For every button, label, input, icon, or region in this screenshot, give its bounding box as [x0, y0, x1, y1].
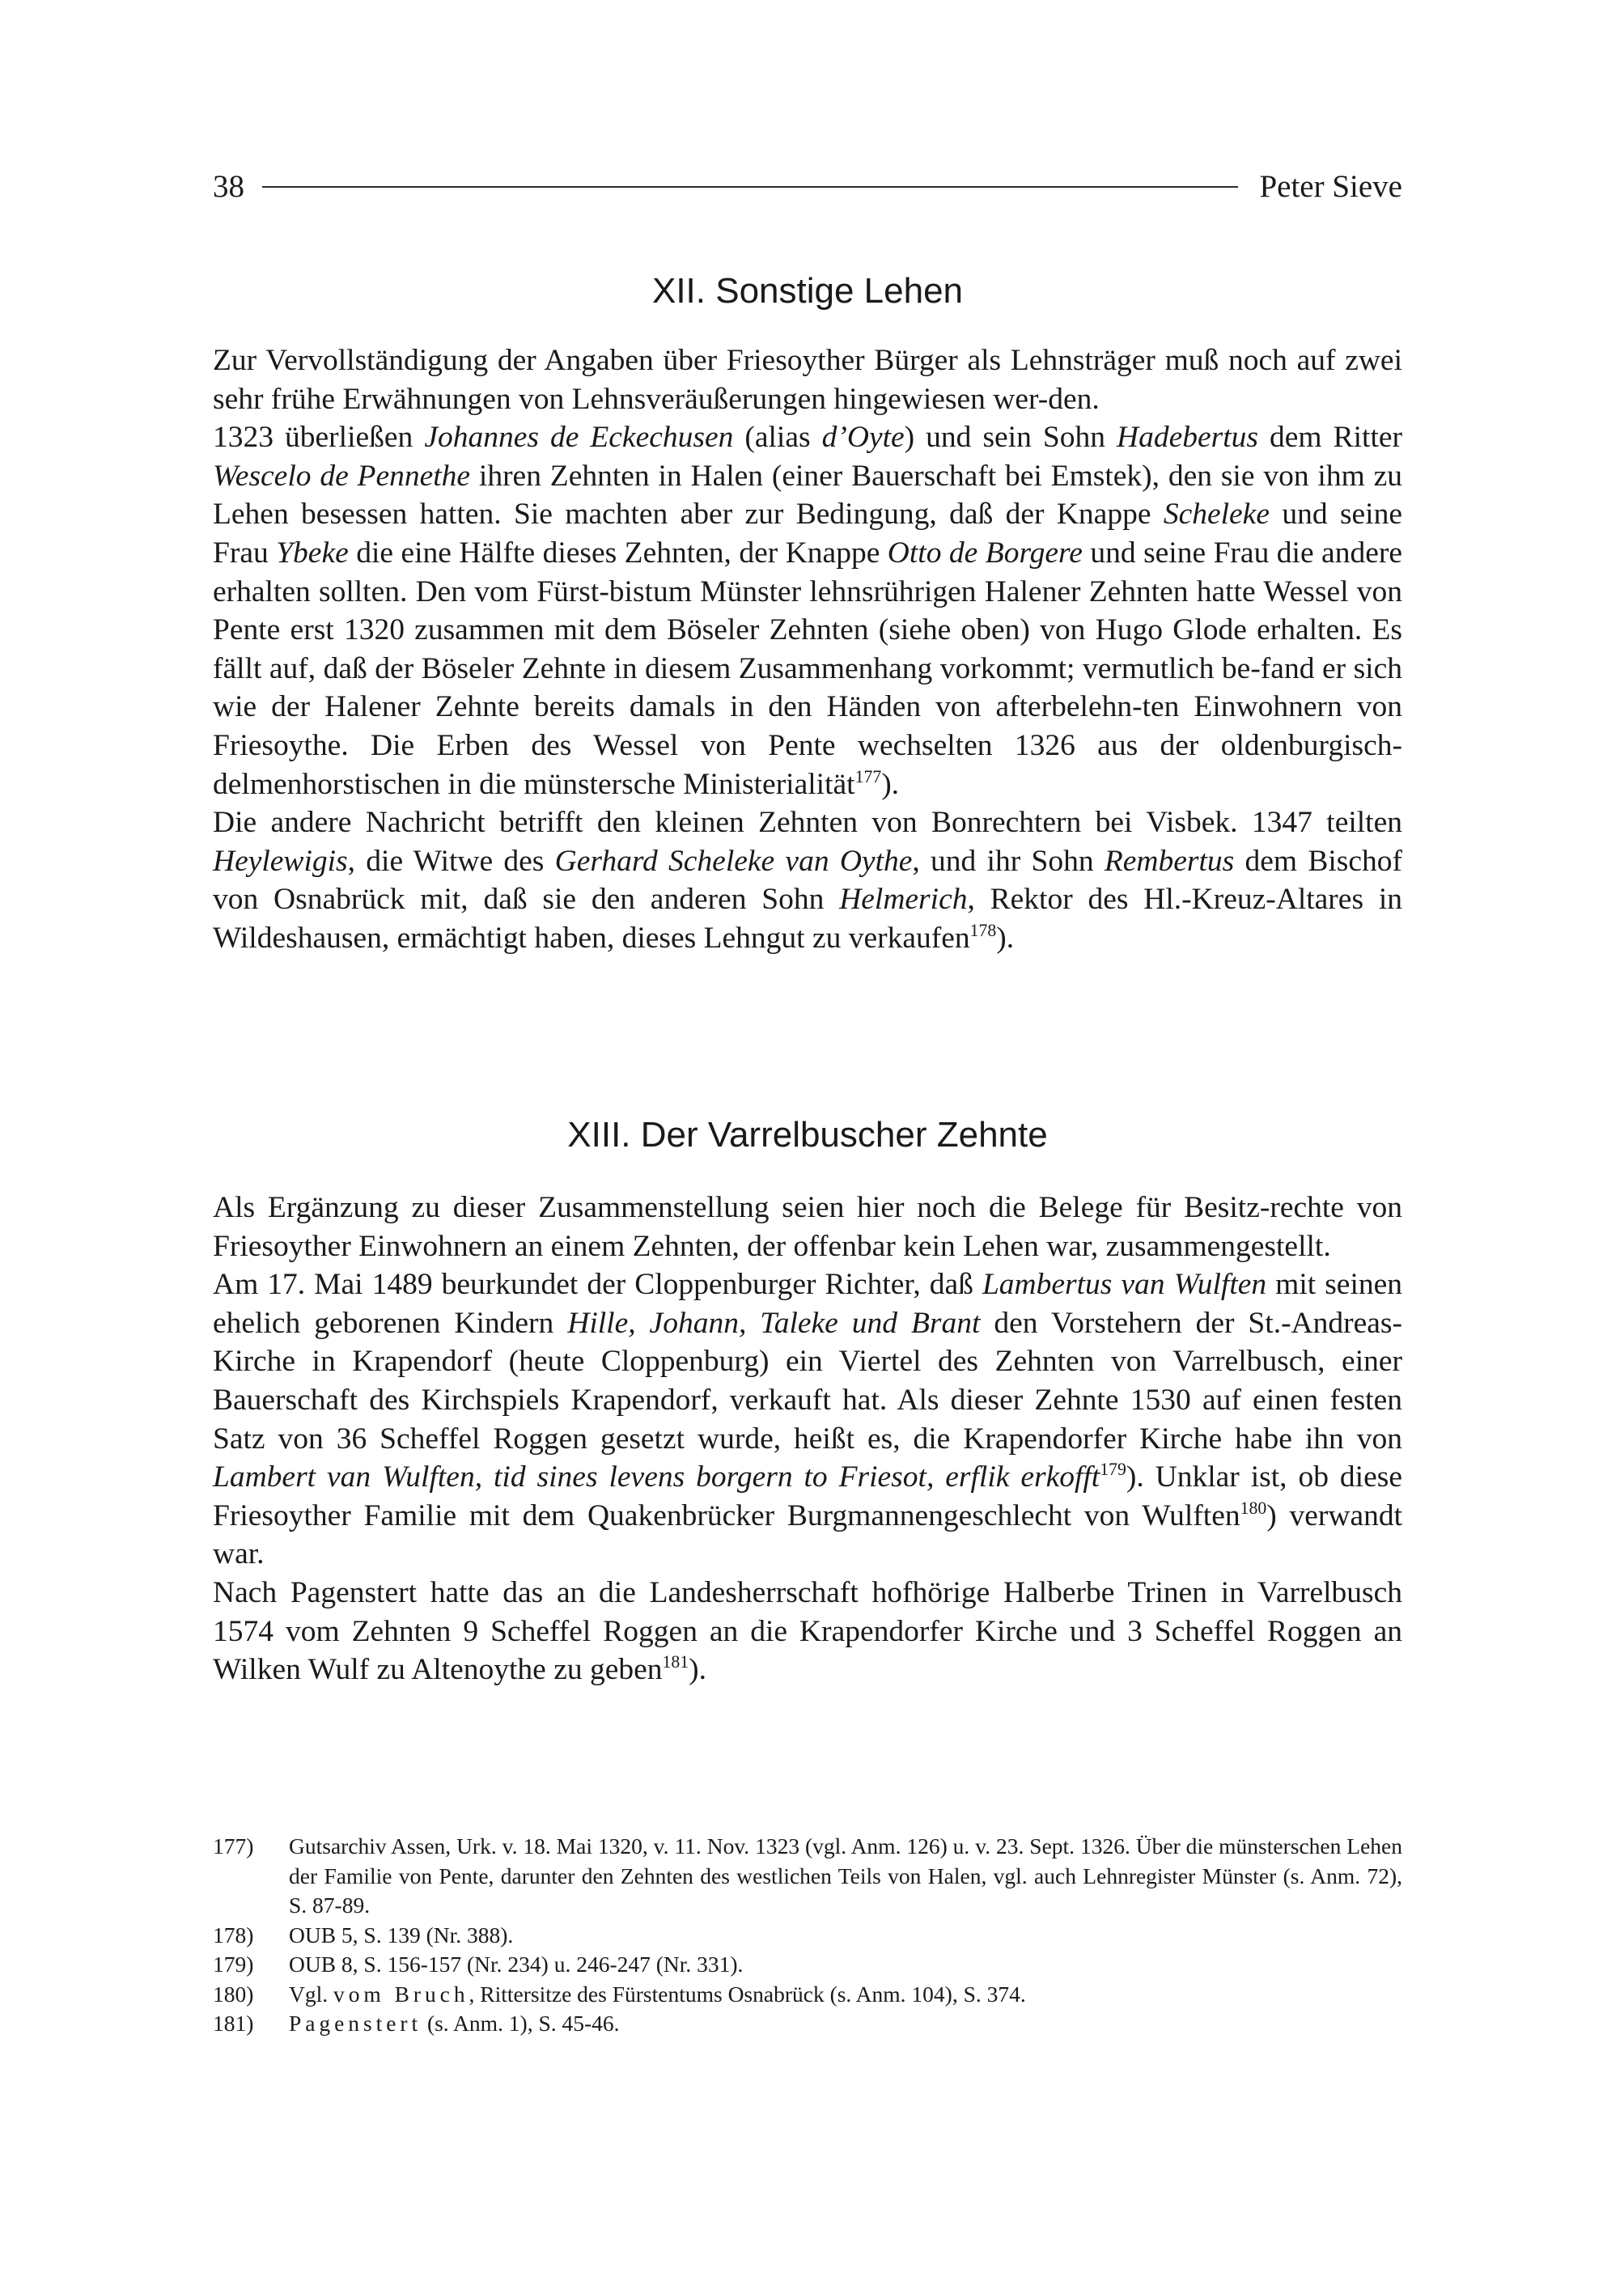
footnote-text: Gutsarchiv Assen, Urk. v. 18. Mai 1320, v. 11. Nov. 1323 (vgl. Anm. 126) u. v. 23. Sept. 1326. Über die münsterschen Lehen der Familie von Pente, darunter den Zehnten des westlichen Teils von Halen, vgl. auch Lehnregister Münster (s. Anm. 72), S. 87-89. — [289, 1833, 1402, 1918]
person-name: Lambertus van Wulften — [982, 1268, 1267, 1302]
footnote — [213, 1980, 1402, 2010]
footnote-ref: 180 — [1240, 1498, 1267, 1518]
person-name: Hadebertus — [1117, 421, 1258, 455]
footnote-text: OUB 8, S. 156-157 (Nr. 234) u. 246-247 (Nr. 331). — [289, 1952, 744, 1977]
person-name: Heylewigis — [213, 844, 348, 878]
footnote — [213, 1950, 1402, 1980]
footnote-text: Pagenstert (s. Anm. 1), S. 45-46. — [289, 2011, 620, 2036]
section-heading-xiii: XIII. Der Varrelbuscher Zehnte — [567, 1115, 1048, 1155]
footnote — [213, 1921, 1402, 1951]
spaced-author: vom Bruch — [333, 1981, 469, 2007]
footnotes — [213, 1832, 1402, 2039]
person-name: Otto de Borgere — [887, 536, 1083, 570]
footnote-number: 181) — [213, 2011, 254, 2036]
footnote-number: 178) — [213, 1922, 254, 1948]
footnote-number: 177) — [213, 1833, 254, 1859]
paragraph: Die andere Nachricht betrifft den kleinen Zehnten von Bonrechtern bei Visbek. 1347 teilten Heylewigis, die Witwe des Gerhard Scheleke van Oythe, und ihr Sohn Rembertus dem Bischof von Osnabrück mit, daß sie den anderen Sohn Helmerich, Rektor des Hl.-Kreuz-Altares in Wildeshausen, ermächtigt haben, dieses Lehngut zu verkaufen$^{178}$). — [213, 806, 1402, 955]
section-xiii-body — [213, 1189, 1402, 1689]
quotation: Lambert van Wulften, tid sines levens borgern to Friesot, erflik erkofft — [213, 1460, 1100, 1494]
header-rule — [262, 186, 1238, 188]
footnote-number: 180) — [213, 1981, 254, 2007]
paragraph: Nach Pagenstert hatte das an die Landesherrschaft hofhörige Halberbe Trinen in Varrelbusch 1574 vom Zehnten 9 Scheffel Roggen an die Krapendorfer Kirche und 3 Scheffel Roggen an Wilken Wulf zu Altenoythe zu geben$^{181}$). — [213, 1575, 1402, 1687]
footnote-ref: 177 — [854, 766, 882, 786]
running-head — [213, 166, 1402, 206]
footnote-ref: 179 — [1100, 1460, 1126, 1480]
person-name: Rembertus — [1104, 844, 1235, 878]
footnote-text: Vgl. vom Bruch, Rittersitze des Fürstentums Osnabrück (s. Anm. 104), S. 374. — [289, 1981, 1026, 2007]
person-name: Ybeke — [276, 536, 349, 570]
person-name: Hille, Johann, Taleke und Brant — [567, 1306, 981, 1340]
paragraph: 1323 überließen Johannes de Eckechusen (alias d’Oyte) und sein Sohn Hadebertus dem Ritter Wescelo de Pennethe ihren Zehnten in Halen (einer Bauerschaft bei Emstek), den sie von ihm zu Lehen besessen hatten. Sie machten aber zur Bedingung, daß der Knappe Scheleke und seine Frau Ybeke die eine Hälfte dieses Zehnten, der Knappe Otto de Borgere und seine Frau die andere erhalten sollten. Den vom Fürst-bistum Münster lehnsrührigen Halener Zehnten hatte Wessel von Pente erst 1320 zusammen mit dem Böseler Zehnten (siehe oben) von Hugo Glode erhalten. Es fällt auf, daß der Böseler Zehnte in diesem Zusammenhang vorkommt; vermutlich be-fand er sich wie der Halener Zehnte bereits damals in den Händen von afterbelehn-ten Einwohnern von Friesoythe. Die Erben des Wessel von Pente wechselten 1326 aus der oldenburgisch-delmenhorstischen in die münstersche Ministerialität$^{177}$). — [213, 421, 1402, 801]
paragraph: Zur Vervollständigung der Angaben über Friesoyther Bürger als Lehnsträger muß noch auf zwei sehr frühe Erwähnungen von Lehnsveräußerungen hingewiesen wer-den. — [213, 344, 1402, 416]
running-head-author: Peter Sieve — [1259, 168, 1402, 204]
section-xii-body — [213, 341, 1402, 958]
person-name: Gerhard Scheleke van Oythe — [554, 844, 913, 878]
person-name: Scheleke — [1163, 498, 1270, 532]
footnote-text: OUB 5, S. 139 (Nr. 388). — [289, 1922, 514, 1948]
paragraph: Am 17. Mai 1489 beurkundet der Cloppenburger Richter, daß Lambertus van Wulften mit seinen ehelich geborenen Kindern Hille, Johann, Taleke und Brant den Vorstehern der St.-Andreas-Kirche in Krapendorf (heute Cloppenburg) ein Viertel des Zehnten von Varrelbusch, einer Bauerschaft des Kirchspiels Krapendorf, verkauft hat. Als dieser Zehnte 1530 auf einen festen Satz von 36 Scheffel Roggen gesetzt wurde, heißt es, die Krapendorfer Kirche habe ihn von Lambert van Wulften, tid sines levens borgern to Friesot, erflik erkofft$^{179}$). Unklar ist, ob diese Friesoyther Familie mit dem Quakenbrücker Burgmannengeschlecht von Wulften$^{180}$) verwandt war. — [213, 1268, 1403, 1571]
person-name: Wescelo de Pennethe — [213, 459, 471, 493]
section-heading-xii: XII. Sonstige Lehen — [651, 271, 964, 311]
paragraph: Als Ergänzung zu dieser Zusammenstellung seien hier noch die Belege für Besitz-rechte von Friesoyther Einwohnern an einem Zehnten, der offenbar kein Lehen war, zusammengestellt. — [213, 1191, 1402, 1263]
person-name: Helmerich — [839, 883, 968, 917]
person-name: Johannes de Eckechusen — [424, 421, 734, 455]
footnote-ref: 178 — [969, 920, 997, 940]
footnote — [213, 2009, 1402, 2039]
person-name: d’Oyte — [821, 421, 905, 455]
footnote — [213, 1832, 1402, 1921]
footnote-ref: 181 — [662, 1652, 689, 1672]
spaced-author: Pagenstert — [289, 2011, 422, 2036]
footnote-number: 179) — [213, 1952, 254, 1977]
page-number: 38 — [213, 168, 244, 204]
